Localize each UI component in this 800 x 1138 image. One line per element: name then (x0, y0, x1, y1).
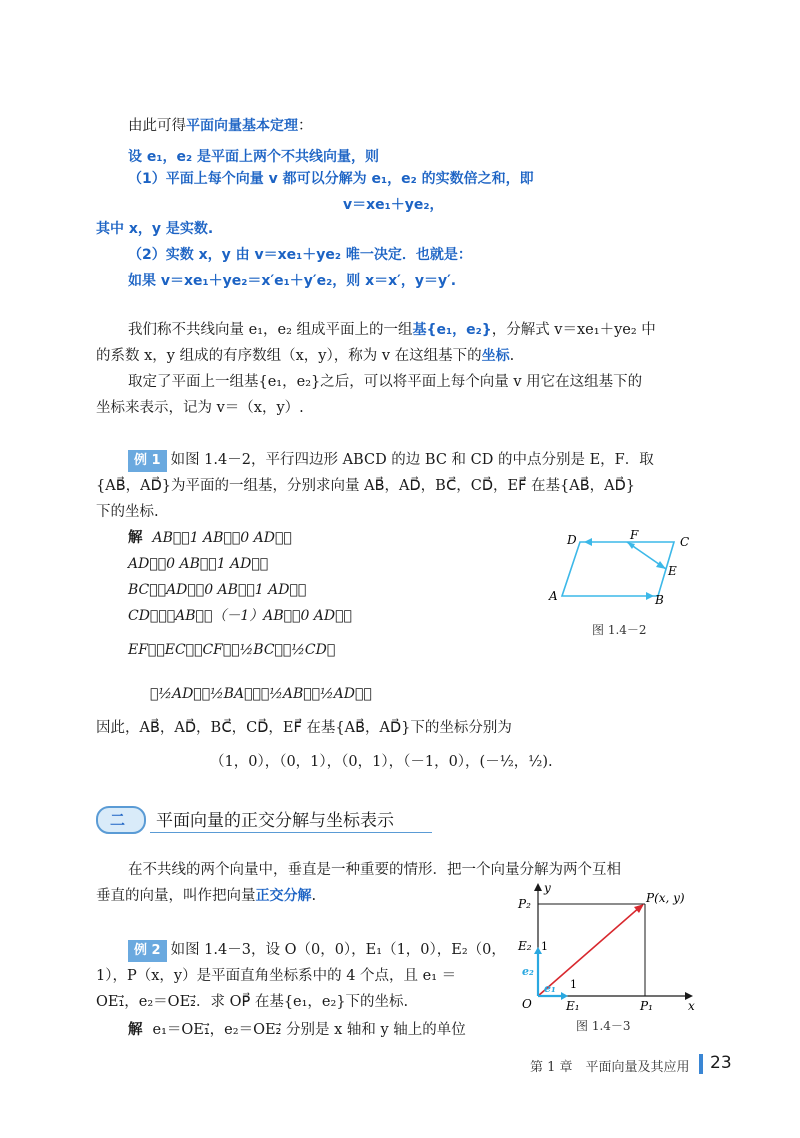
example2-line-1: 例 2 如图 1.4－3，设 O（0，0），E₁（1，0），E₂（0， (128, 940, 506, 962)
example2-badge: 例 2 (128, 940, 167, 962)
solution1-line-3: BC⃗＝AD⃗＝0 AB⃗＋1 AD⃗， (128, 582, 307, 598)
section-underline (150, 832, 432, 833)
solution1-line-4: CD⃗＝－AB⃗＝（－1）AB⃗＋0 AD⃗， (128, 608, 352, 624)
y-axis-arrow (534, 883, 542, 891)
figure2-caption: 图 1.4－3 (576, 1019, 631, 1033)
theorem-line-1: 设 e₁，e₂ 是平面上两个不共线向量，则 (128, 149, 380, 165)
theorem-line-5: 如果 v＝xe₁＋ye₂＝x′e₁＋y′e₂，则 x＝x′，y＝y′. (128, 273, 457, 289)
label-unit-e1: e₁ (544, 982, 556, 995)
example1-line-3: 下的坐标. (96, 504, 159, 520)
term-basis: 基{e₁，e₂} (412, 322, 492, 338)
label-one-x: 1 (570, 978, 577, 991)
footer-divider (699, 1054, 703, 1074)
para2-line-2: 垂直的向量，叫作把向量正交分解. (96, 888, 317, 904)
figure-coordinate-plane (508, 880, 708, 1040)
label-p2: P₂ (518, 897, 531, 911)
section-number-badge (96, 806, 146, 834)
solution1-line-2: AD⃗＝0 AB⃗＋1 AD⃗， (128, 556, 269, 572)
solution2-line-1: 解 e₁＝OE₁⃗，e₂＝OE₂⃗ 分别是 x 轴和 y 轴上的单位 (128, 1022, 466, 1038)
theorem-name: 平面向量基本定理 (186, 118, 298, 134)
solution1-line-7: 因此，AB⃗，AD⃗，BC⃗，CD⃗，EF⃗ 在基{AB⃗，AD⃗}下的坐标分别为 (96, 720, 512, 736)
term-coordinate: 坐标 (481, 348, 510, 364)
example2-line-2: 1），P（x，y）是平面直角坐标系中的 4 个点，且 e₁ ＝ (96, 968, 457, 984)
page-number: 23 (710, 1053, 732, 1073)
label-e2: E₂ (518, 939, 532, 953)
label-b: B (655, 593, 664, 607)
label-c: C (680, 535, 690, 549)
label-a: A (549, 589, 558, 603)
section-number: 二 (110, 811, 126, 829)
para1-line-3: 取定了平面上一组基{e₁，e₂}之后，可以将平面上每个向量 v 用它在这组基下的 (128, 374, 643, 390)
example1-line-2: {AB⃗，AD⃗}为平面的一组基，分别求向量 AB⃗，AD⃗，BC⃗，CD⃗，EF⃗ 在基{AB⃗，AD⃗} (96, 478, 636, 494)
arrow-b (646, 592, 654, 600)
figure-parallelogram (540, 522, 710, 642)
figure1-caption: 图 1.4－2 (592, 623, 647, 637)
solution1-line-6: ＝½AD⃗＋½BA⃗＝－½AB⃗＋½AD⃗， (150, 686, 372, 702)
para1-line-2: 的系数 x，y 组成的有序数组（x，y），称为 v 在这组基下的坐标. (96, 348, 515, 364)
label-f: F (630, 528, 639, 542)
label-o: O (522, 997, 532, 1011)
label-unit-e2: e₂ (522, 965, 534, 978)
para1-line-4: 坐标来表示，记为 v＝（x，y）. (96, 400, 304, 416)
solution1-line-5: EF⃗＝EC⃗＋CF⃗＝½BC⃗＋½CD⃗ (128, 642, 336, 658)
solution2-label: 解 (128, 1022, 143, 1038)
footer-chapter: 第 1 章 平面向量及其应用 (530, 1060, 690, 1075)
theorem-intro: 由此可得平面向量基本定理： (128, 118, 313, 134)
para2-line-1: 在不共线的两个向量中，垂直是一种重要的情形．把一个向量分解为两个互相 (128, 862, 621, 878)
label-y: y (544, 881, 551, 895)
label-p: P(x, y) (646, 891, 685, 905)
example1-line-1: 例 1 如图 1.4－2，平行四边形 ABCD 的边 BC 和 CD 的中点分别是 E，F．取 (128, 450, 654, 472)
parallelogram-shape (562, 542, 674, 596)
solution1-label: 解 (128, 530, 143, 546)
arrow-d (584, 538, 592, 546)
section-title: 平面向量的正交分解与坐标表示 (156, 811, 394, 831)
label-p1: P₁ (640, 999, 653, 1013)
theorem-equation: v＝xe₁＋ye₂， (343, 197, 444, 213)
para1-line-1: 我们称不共线向量 e₁，e₂ 组成平面上的一组基{e₁，e₂}，分解式 v＝xe₁＋ye₂ 中 (128, 322, 656, 338)
term-orthogonal-decomposition: 正交分解 (255, 888, 312, 904)
theorem-line-4: （2）实数 x，y 由 v＝xe₁＋ye₂ 唯一决定．也就是： (128, 247, 472, 263)
label-d: D (567, 533, 577, 547)
label-one-y: 1 (541, 940, 548, 953)
label-e1: E₁ (566, 999, 580, 1013)
theorem-line-3: 其中 x，y 是实数. (96, 221, 214, 237)
label-e: E (668, 564, 677, 578)
example1-badge: 例 1 (128, 450, 167, 472)
theorem-line-2: （1）平面上每个向量 v 都可以分解为 e₁，e₂ 的实数倍之和，即 (128, 171, 534, 187)
label-x: x (688, 999, 695, 1013)
arrow-f (627, 542, 635, 549)
solution1-line-8: （1，0），（0，1），（0，1），（－1，0），(－½，½). (210, 754, 553, 770)
solution1-line-1: 解 AB⃗＝1 AB⃗＋0 AD⃗， (128, 530, 292, 546)
example2-line-3: OE₁⃗，e₂＝OE₂⃗．求 OP⃗ 在基{e₁，e₂}下的坐标. (96, 994, 409, 1010)
